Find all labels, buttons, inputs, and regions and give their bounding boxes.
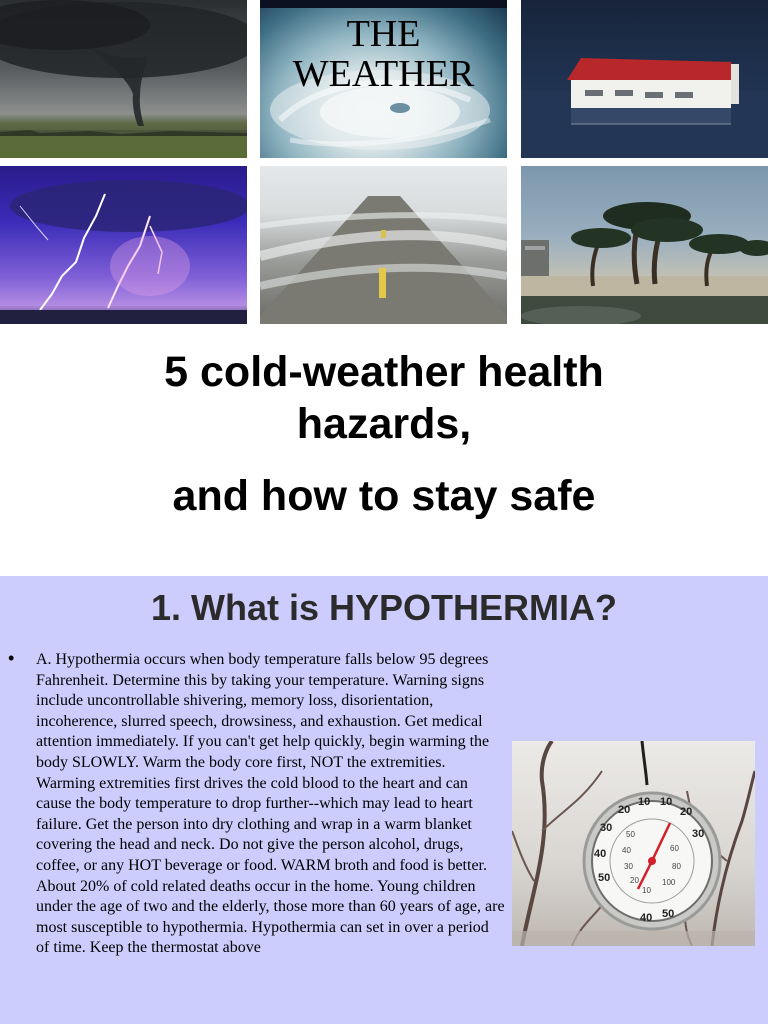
dial-label-inner-6: 60: [670, 844, 679, 853]
lightning-photo: [0, 166, 247, 324]
dial-label-inner-1: 50: [626, 830, 635, 839]
dial-label-outer-6: 30: [600, 822, 613, 834]
dial-label-inner-2: 40: [622, 846, 631, 855]
slide-heading: 1. What is HYPOTHERMIA?: [150, 587, 618, 628]
dial-label-outer-1: 20: [618, 804, 631, 816]
dial-label-outer-5: 30: [692, 828, 705, 840]
hypothermia-slide: [0, 576, 768, 1024]
bullet-icon: •: [8, 648, 15, 668]
dial-label-outer-9: 50: [662, 908, 675, 920]
dial-label-outer-2: 10: [638, 796, 651, 808]
subtitle-line-3: and how to stay safe: [172, 472, 596, 520]
tornado-photo: [0, 0, 247, 158]
slide-subtitle: [40, 346, 728, 522]
dial-label-outer-3: 10: [660, 796, 673, 808]
palm-trees-storm-photo: [521, 166, 768, 324]
dial-label-inner-8: 100: [662, 878, 676, 887]
dial-label-inner-5: 10: [642, 886, 651, 895]
thermometer-photo: [512, 741, 755, 946]
dial-label-inner-3: 30: [624, 862, 633, 871]
subtitle-line-2: hazards,: [296, 400, 472, 448]
flooded-house-photo: [521, 0, 768, 158]
dial-label-inner-4: 20: [630, 876, 639, 885]
title-line-weather: WEATHER: [292, 53, 475, 95]
dial-label-outer-10: 40: [640, 912, 653, 924]
title-line-the: THE: [346, 13, 421, 55]
dial-label-outer-4: 20: [680, 806, 693, 818]
hypothermia-body-text: A. Hypothermia occurs when body temperature falls below 95 degrees Fahrenheit. Determine this by taking your temperature. Warning signs include uncontrollable shivering, memory loss, disorientation, incoherence, slurred speech, drowsiness, and exhaustion. Get medical attention immediately. If you can't get help quickly, begin warming the body SLOWLY. Warm the body core first, NOT the extremities. Warming extremities first drives the cold blood to the heart and can cause the body temperature to drop further--which may lead to heart failure. Get the person into dry clothing and wrap in a warm blanket covering the head and neck. Do not give the person alcohol, drugs, coffee, or any HOT beverage or food. WARM broth and food is better. About 20% of cold related deaths occur in the home. Young children under the age of two and the elderly, those more than 60 years of age, are most susceptible to hypothermia. Hypothermia can set in over a period of time. Keep the thermostat above: [36, 651, 505, 957]
dial-label-outer-8: 50: [598, 872, 611, 884]
dial-label-inner-7: 80: [672, 862, 681, 871]
subtitle-line-1: 5 cold-weather health: [164, 348, 604, 396]
slide-title: [260, 14, 507, 94]
snowy-road-photo: [260, 166, 507, 324]
dial-label-outer-7: 40: [594, 848, 607, 860]
